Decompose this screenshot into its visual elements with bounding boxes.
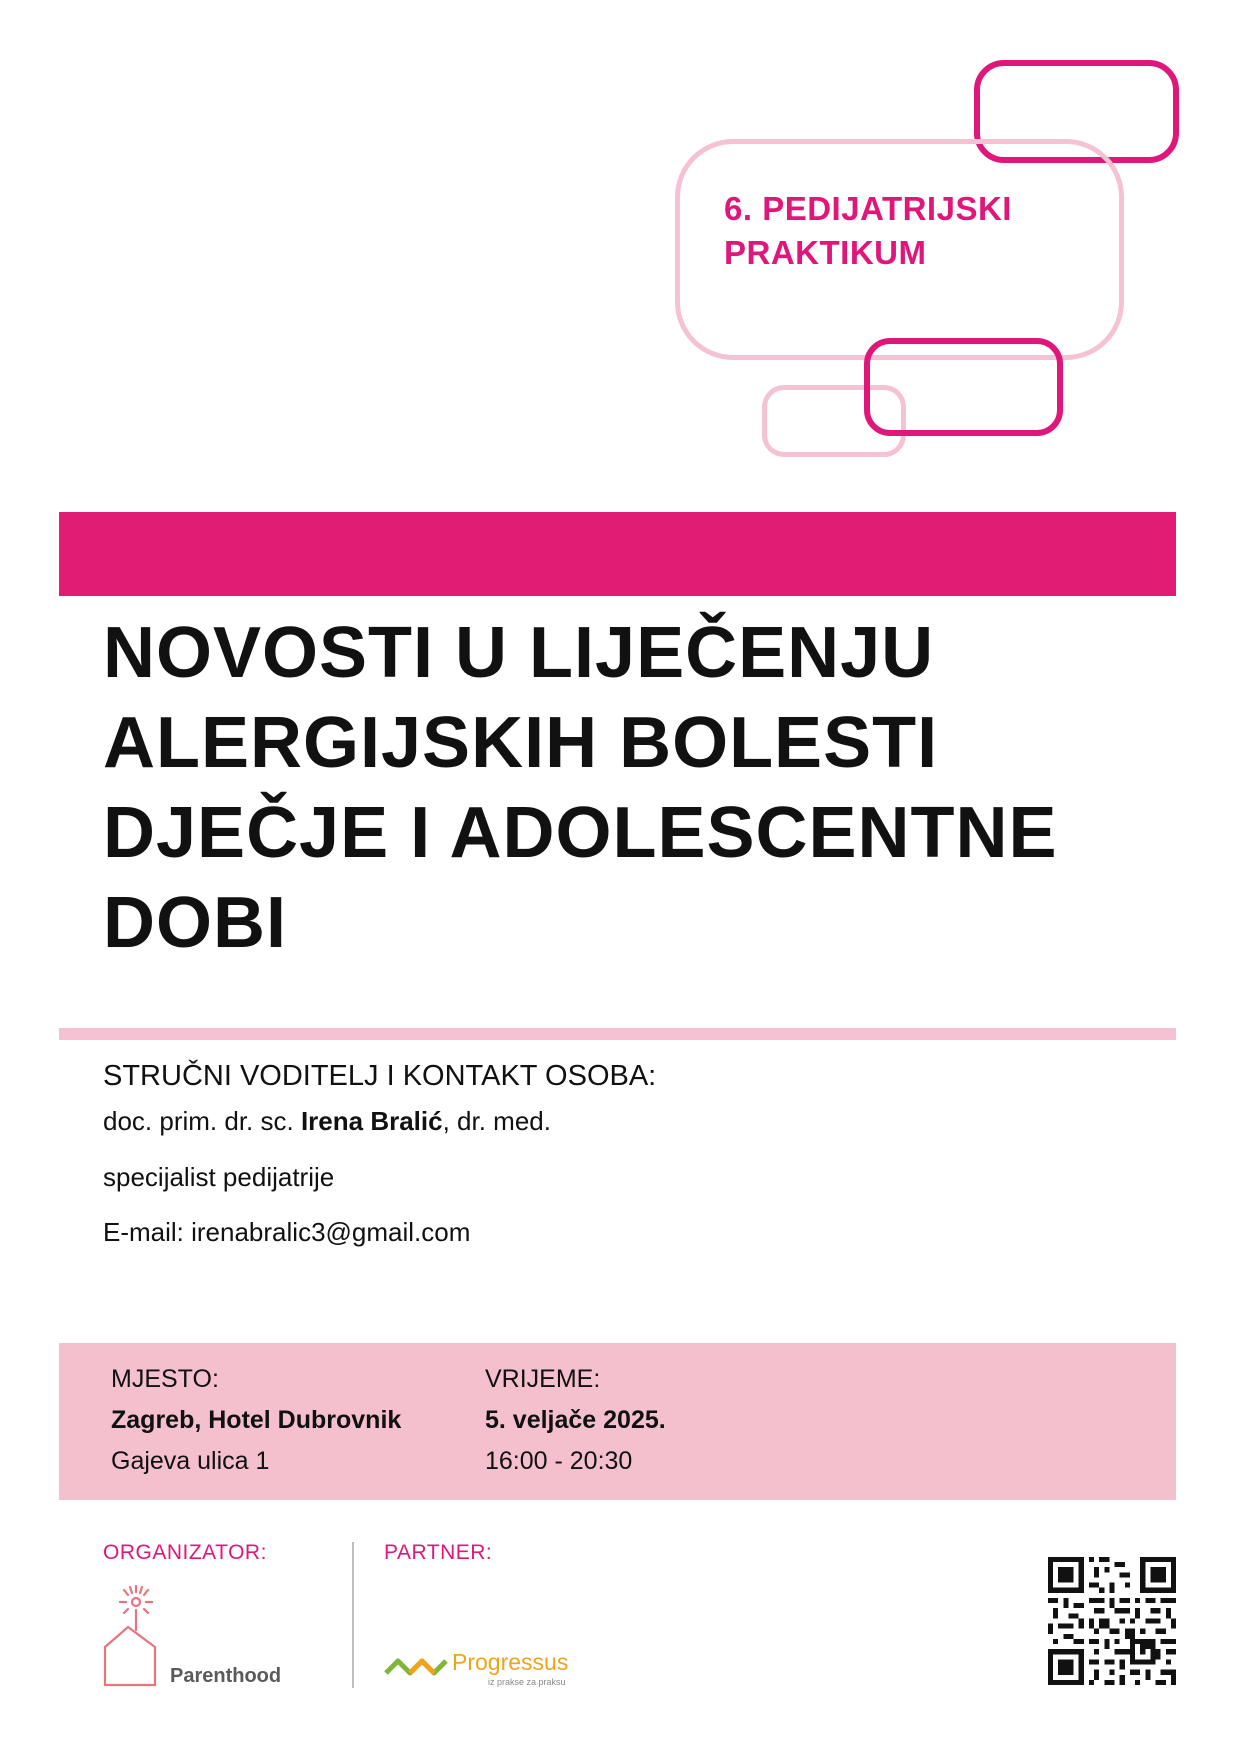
contact-name-prefix: doc. prim. dr. sc. (103, 1106, 301, 1136)
partner-name: Progressus (452, 1649, 569, 1675)
decor-frame-middle (864, 338, 1063, 436)
location-block (111, 1359, 401, 1482)
partner-tagline: iz prakse za praksu (488, 1677, 566, 1687)
contact-specialty: specijalist pedijatrije (103, 1162, 335, 1192)
partner-label: PARTNER: (384, 1541, 493, 1564)
footer-divider (352, 1542, 354, 1688)
section-divider-bar (59, 1028, 1176, 1040)
title-line: DJEČJE I ADOLESCENTNE (103, 793, 1058, 873)
title-line: DOBI (103, 883, 287, 963)
contact-email[interactable]: E-mail: irenabralic3@gmail.com (103, 1217, 471, 1247)
location-address: Gajeva ulica 1 (111, 1447, 270, 1475)
location-venue: Zagreb, Hotel Dubrovnik (111, 1406, 402, 1434)
time-block (485, 1359, 666, 1482)
contact-name: Irena Bralić (300, 1106, 443, 1136)
badge-line-1: 6. PEDIJATRIJSKI (724, 190, 1012, 227)
badge-line-2: PRAKTIKUM (724, 234, 927, 271)
title-accent-bar (59, 512, 1176, 596)
location-label: MJESTO: (111, 1365, 219, 1393)
time-hours: 16:00 - 20:30 (485, 1447, 633, 1475)
contact-name-suffix: , dr. med. (442, 1106, 551, 1136)
event-title (103, 608, 1163, 968)
title-line: NOVOSTI U LIJEČENJU (103, 613, 935, 693)
progressus-logo-icon (384, 1655, 452, 1677)
contact-heading: STRUČNI VODITELJ I KONTAKT OSOBA: (103, 1060, 657, 1092)
title-line: ALERGIJSKIH BOLESTI (103, 703, 939, 783)
qr-code-icon (1048, 1557, 1176, 1685)
organizer-label: ORGANIZATOR: (103, 1541, 267, 1564)
contact-name-line (103, 1106, 551, 1137)
organizer-name: Parenthood (170, 1665, 282, 1687)
parenthood-logo-icon (100, 1580, 162, 1690)
time-date: 5. veljače 2025. (485, 1406, 666, 1434)
time-label: VRIJEME: (485, 1365, 601, 1393)
event-badge (724, 187, 1012, 275)
